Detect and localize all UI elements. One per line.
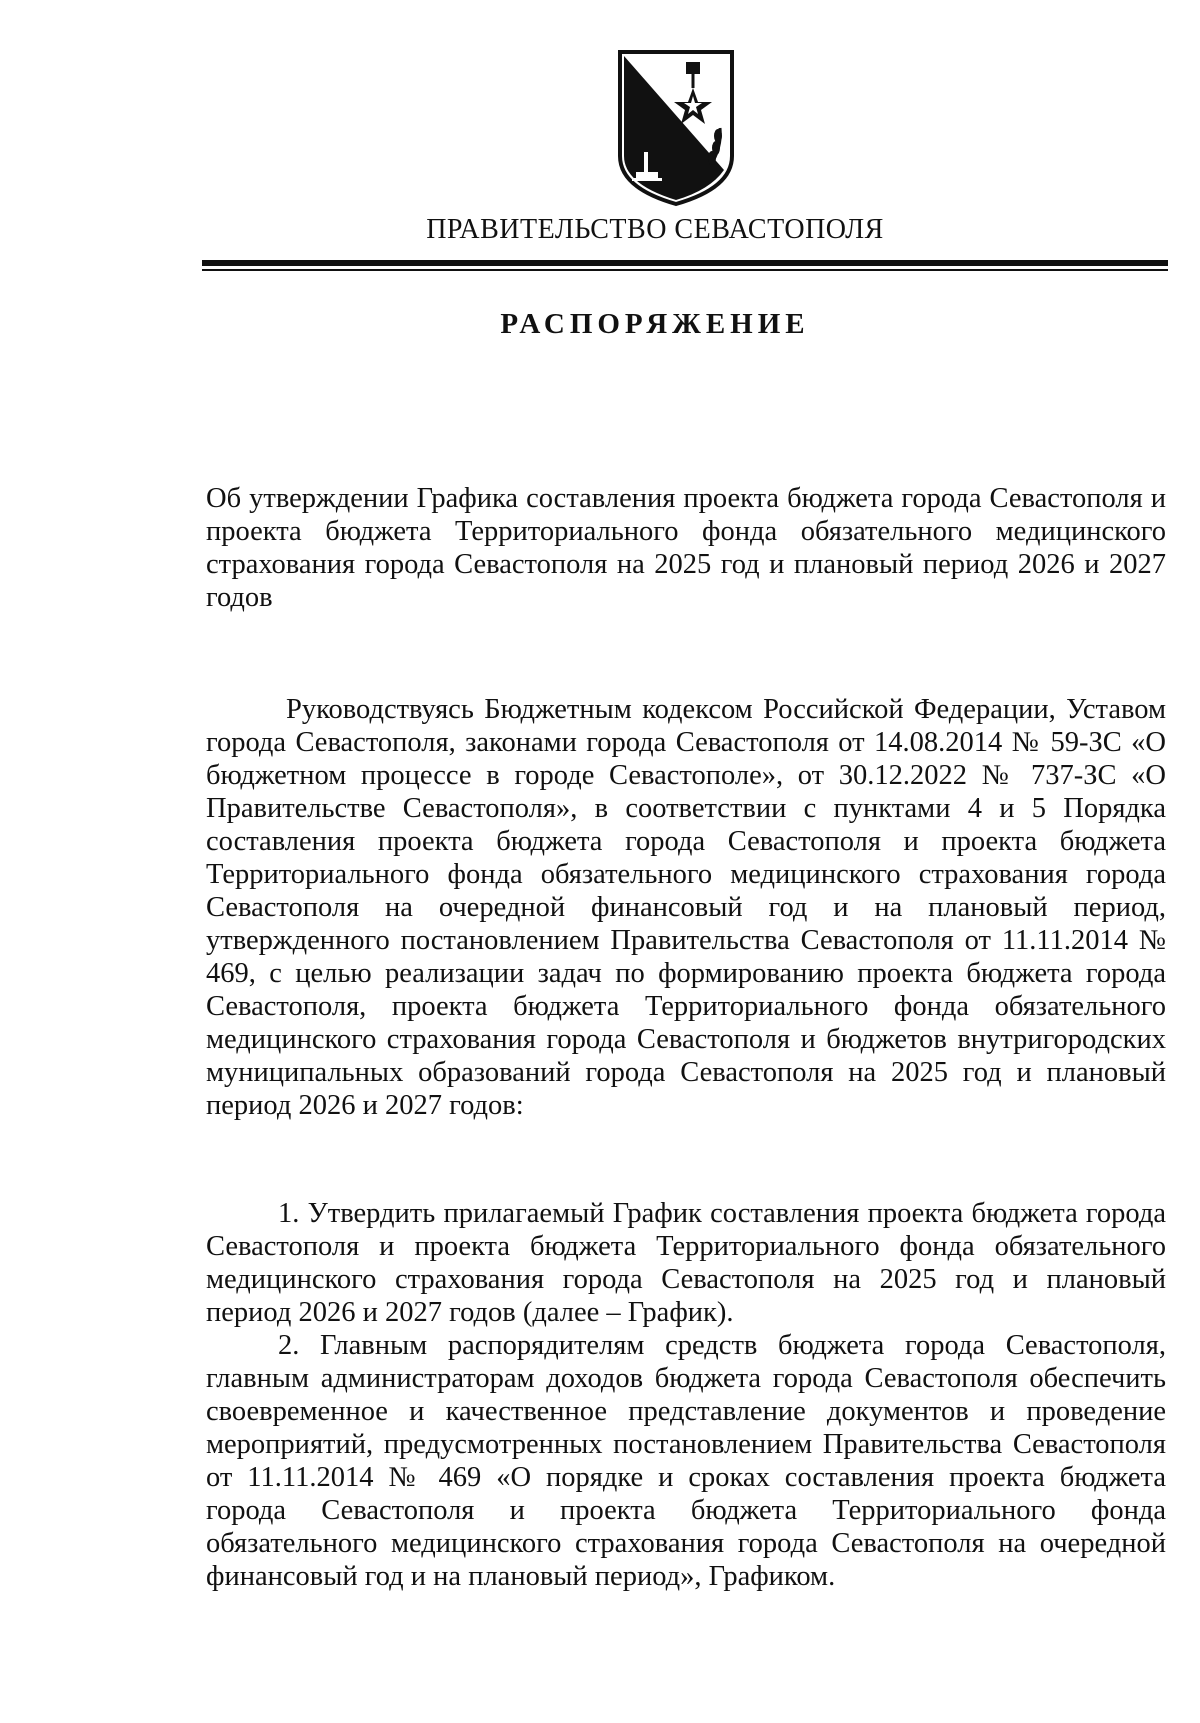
resolution-item-1: 1. Утвердить прилагаемый График составления проекта бюджета города Севастополя и проекта бюджета Территориального фонда обязательного медицинского страхования города Севастополя на 2025 год и плановый период 2026 и 2027 годов (далее – График).: [206, 1198, 1166, 1328]
header-rule-thin: [202, 269, 1168, 271]
resolution-items: [206, 1197, 1166, 1593]
resolution-item-2: 2. Главным распорядителям средств бюджета города Севастополя, главным администраторам доходов бюджета города Севастополя обеспечить своевременное и качественное представление документов и проведение мероприятий, предусмотренных постановлением Правительства Севастополя от 11.11.2014 № 469 «О порядке и сроках составления проекта бюджета города Севастополя и проекта бюджета Территориального фонда обязательного медицинского страхования города Севастополя на очередной финансовый год и на плановый период», Графиком.: [206, 1330, 1166, 1592]
preamble-paragraph: Руководствуясь Бюджетным кодексом Российской Федерации, Уставом города Севастополя, законами города Севастополя от 14.08.2014 № 59-ЗС «О бюджетном процессе в городе Севастополе», от 30.12.2022 № 737-ЗС «О Правительстве Севастополя», в соответствии с пунктами 4 и 5 Порядка составления проекта бюджета города Севастополя и проекта бюджета Территориального фонда обязательного медицинского страхования города Севастополя на очередной финансовый год и на плановый период, утвержденного постановлением Правительства Севастополя от 11.11.2014 № 469, с целью реализации задач по формированию проекта бюджета города Севастополя, проекта бюджета Территориального фонда обязательного медицинского страхования города Севастополя и бюджетов внутригородских муниципальных образований города Севастополя на 2025 год и плановый период 2026 и 2027 годов:: [206, 694, 1166, 1121]
header-rule-thick: [202, 260, 1168, 266]
coat-of-arms-emblem: [614, 48, 738, 208]
government-title: ПРАВИТЕЛЬСТВО СЕВАСТОПОЛЯ: [426, 214, 884, 245]
document-subject: Об утверждении Графика составления проекта бюджета города Севастополя и проекта бюджета Территориального фонда обязательного медицинского страхования города Севастополя на 2025 год и плановый период 2026 и 2027 годов: [206, 483, 1166, 613]
document-type: РАСПОРЯЖЕНИЕ: [500, 308, 810, 340]
preamble-block: [206, 693, 1166, 1122]
